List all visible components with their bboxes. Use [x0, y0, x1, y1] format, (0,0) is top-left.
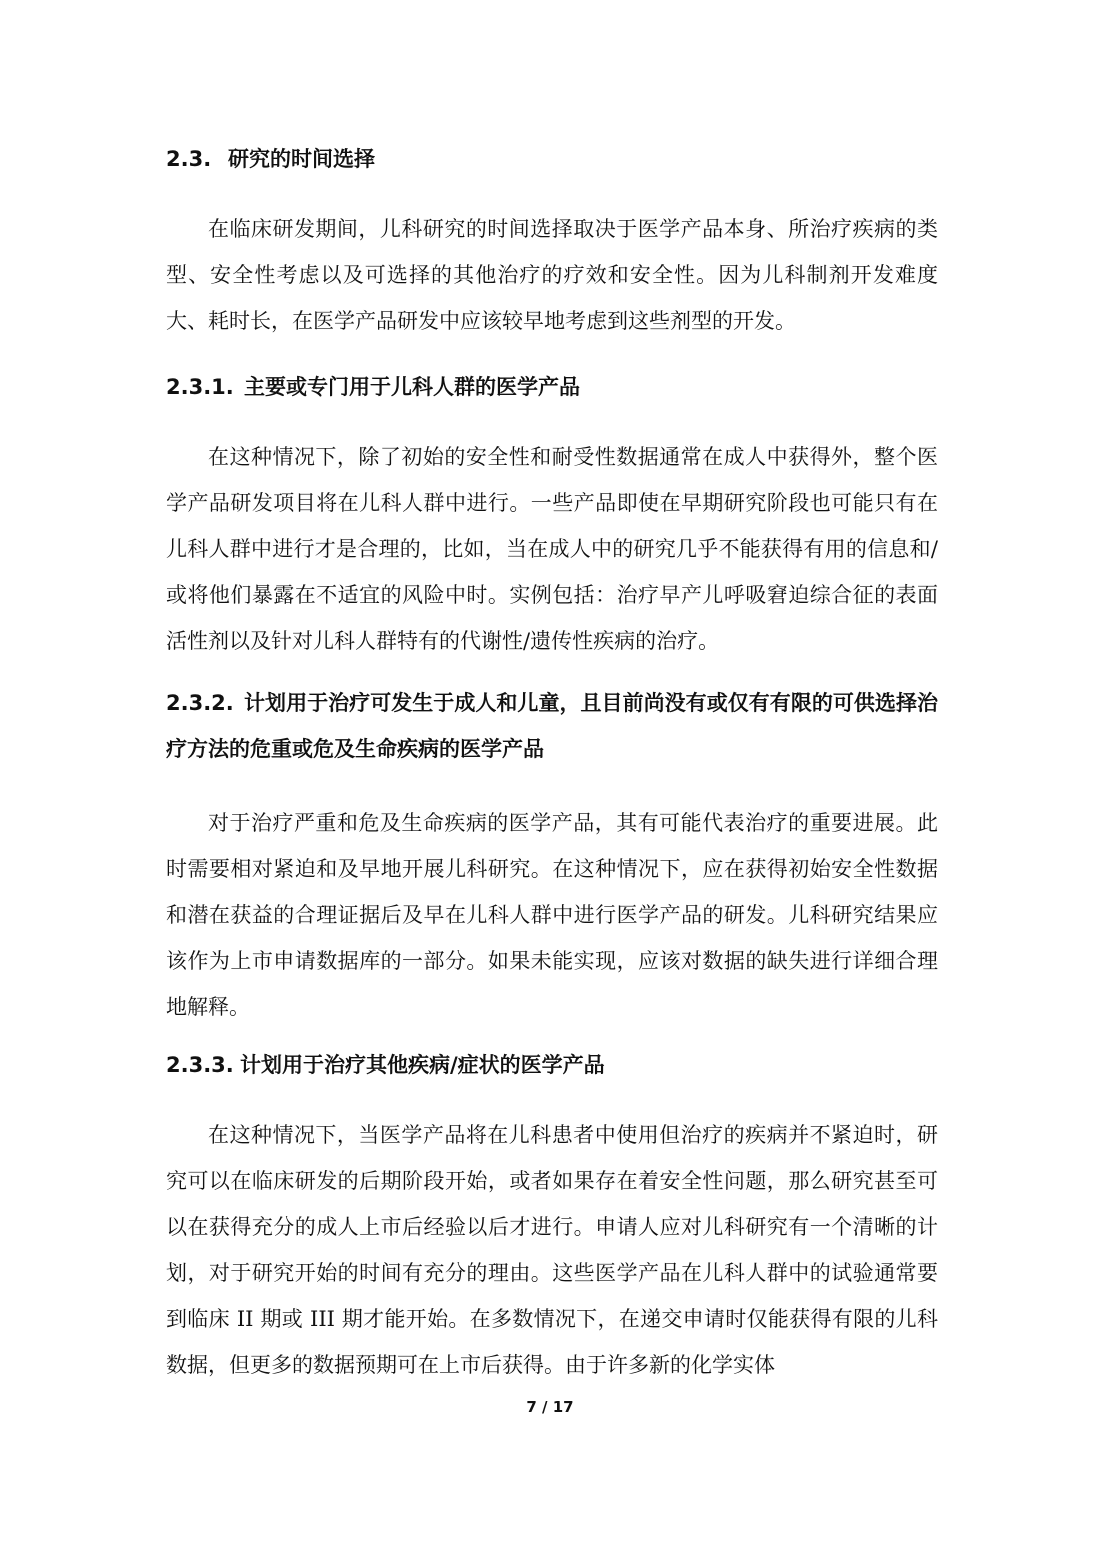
section-heading-2-3-1 [166, 364, 580, 410]
section-title: 计划用于治疗可发生于成人和儿童，且目前尚没有或仅有有限的可供选择治疗方法的危重或危及生命疾病的医学产品 [166, 691, 938, 761]
section-heading-2-3 [166, 136, 375, 182]
section-number: 2.3. [166, 147, 212, 171]
section-body-2-3-2: 对于治疗严重和危及生命疾病的医学产品，其有可能代表治疗的重要进展。此时需要相对紧迫和及早地开展儿科研究。在这种情况下，应在获得初始安全性数据和潜在获益的合理证据后及早在儿科人群中进行医学产品的研发。儿科研究结果应该作为上市申请数据库的一部分。如果未能实现，应该对数据的缺失进行详细合理地解释。 [166, 811, 938, 1019]
section-number: 2.3.3. [166, 1053, 234, 1077]
section-title: 研究的时间选择 [228, 147, 375, 171]
section-body-2-3: 在临床研发期间，儿科研究的时间选择取决于医学产品本身、所治疗疾病的类型、安全性考虑以及可选择的其他治疗的疗效和安全性。因为儿科制剂开发难度大、耗时长，在医学产品研发中应该较早地考虑到这些剂型的开发。 [166, 217, 938, 333]
section-number: 2.3.2. [166, 691, 234, 715]
page-number: 7 / 17 [526, 1398, 574, 1416]
section-body-2-3-1: 在这种情况下，除了初始的安全性和耐受性数据通常在成人中获得外，整个医学产品研发项目将在儿科人群中进行。一些产品即使在早期研究阶段也可能只有在儿科人群中进行才是合理的，比如，当在成人中的研究几乎不能获得有用的信息和/或将他们暴露在不适宜的风险中时。实例包括：治疗早产儿呼吸窘迫综合征的表面活性剂以及针对儿科人群特有的代谢性/遗传性疾病的治疗。 [166, 445, 938, 653]
section-number: 2.3.1. [166, 375, 234, 399]
section-title: 计划用于治疗其他疾病/症状的医学产品 [240, 1053, 605, 1077]
section-body-2-3-3: 在这种情况下，当医学产品将在儿科患者中使用但治疗的疾病并不紧迫时，研究可以在临床研发的后期阶段开始，或者如果存在着安全性问题，那么研究甚至可以在获得充分的成人上市后经验以后才进行。申请人应对儿科研究有一个清晰的计划，对于研究开始的时间有充分的理由。这些医学产品在儿科人群中的试验通常要到临床 II 期或 III 期才能开始。在多数情况下，在递交申请时仅能获得有限的儿科数据，但更多的数据预期可在上市后获得。由于许多新的化学实体 [166, 1123, 938, 1377]
section-heading-2-3-3 [166, 1042, 605, 1088]
section-heading-2-3-2 [166, 680, 938, 772]
section-title: 主要或专门用于儿科人群的医学产品 [244, 375, 580, 399]
